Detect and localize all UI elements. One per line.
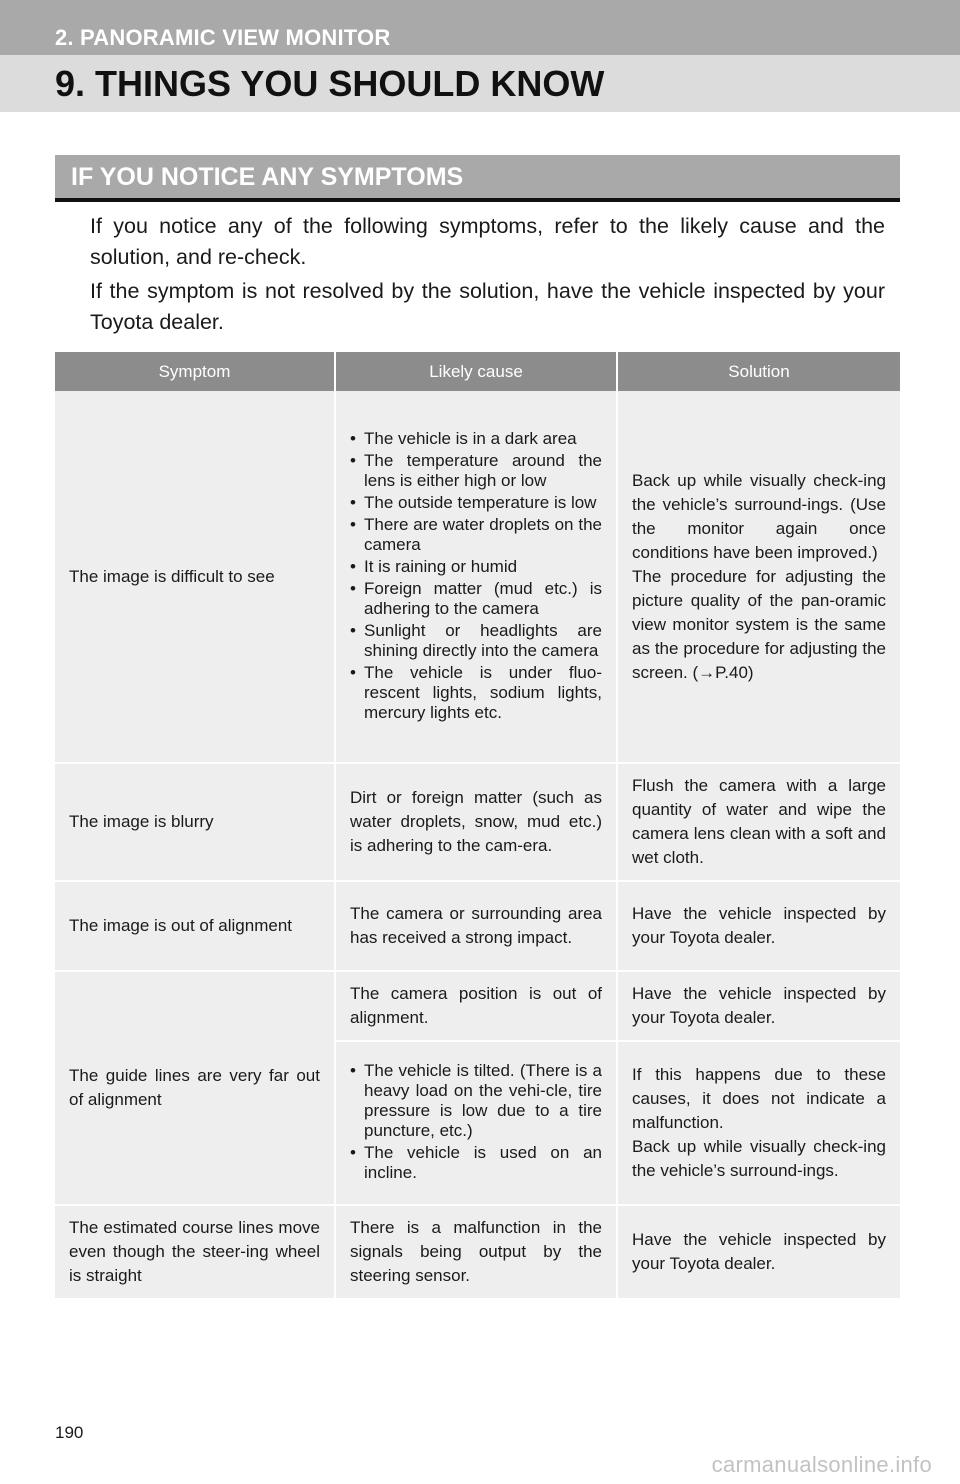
cause-item: • Foreign matter (mud etc.) is adhering to the camera	[350, 579, 602, 619]
cause-item: • The vehicle is in a dark area	[350, 429, 602, 449]
intro-paragraph: If you notice any of the following symptoms, refer to the likely cause and the solution, and re-check.	[90, 214, 885, 269]
solution-cell: Have the vehicle inspected by your Toyota dealer.	[617, 971, 900, 1041]
column-header-likely-cause: Likely cause	[335, 352, 617, 391]
table-header-row	[55, 352, 900, 391]
solution-text: If this happens due to these causes, it does not indicate a malfunction.	[632, 1065, 886, 1132]
chapter-title: 2. PANORAMIC VIEW MONITOR	[55, 25, 391, 50]
solution-cell	[617, 391, 900, 763]
cause-cell	[335, 391, 617, 763]
cause-item: • Sunlight or headlights are shining directly into the camera	[350, 621, 602, 661]
cause-cell: The camera or surrounding area has received a strong impact.	[335, 881, 617, 971]
cause-item: • The outside temperature is low	[350, 493, 602, 513]
chapter-bar	[0, 0, 960, 55]
cause-list	[350, 1061, 602, 1183]
subsection-title: IF YOU NOTICE ANY SYMPTOMS	[71, 163, 464, 191]
cause-cell: There is a malfunction in the signals being output by the steering sensor.	[335, 1205, 617, 1298]
symptom-cell: The image is difficult to see	[55, 391, 335, 763]
solution-text: Back up while visually check-ing the vehicle’s surround-ings.	[632, 1137, 886, 1180]
symptom-cell: The image is out of alignment	[55, 881, 335, 971]
cause-list	[350, 429, 602, 723]
cause-item: • There are water droplets on the camera	[350, 515, 602, 555]
cause-cell: The camera position is out of alignment.	[335, 971, 617, 1041]
cause-cell: Dirt or foreign matter (such as water droplets, snow, mud etc.) is adhering to the cam-era.	[335, 763, 617, 881]
table-row	[55, 763, 900, 881]
page-header	[0, 0, 960, 112]
solution-cell: Have the vehicle inspected by your Toyota dealer.	[617, 1205, 900, 1298]
column-header-solution: Solution	[617, 352, 900, 391]
symptom-cell: The estimated course lines move even though the steer-ing wheel is straight	[55, 1205, 335, 1298]
symptom-cell: The guide lines are very far out of alignment	[55, 971, 335, 1205]
symptom-cell: The image is blurry	[55, 763, 335, 881]
cause-item: • The vehicle is under fluo-rescent lights, sodium lights, mercury lights etc.	[350, 663, 602, 723]
table-row	[55, 971, 900, 1041]
cause-item: • It is raining or humid	[350, 557, 602, 577]
table-row	[55, 881, 900, 971]
table-row	[55, 1205, 900, 1298]
subsection-heading	[55, 155, 900, 202]
solution-cell: Have the vehicle inspected by your Toyota dealer.	[617, 881, 900, 971]
cause-item: • The vehicle is tilted. (There is a heavy load on the vehi-cle, tire pressure is low due to a tire puncture, etc.)	[350, 1061, 602, 1141]
intro-paragraph: If the symptom is not resolved by the solution, have the vehicle inspected by your Toyota dealer.	[90, 279, 885, 334]
cause-item: • The temperature around the lens is either high or low	[350, 451, 602, 491]
solution-cell: Flush the camera with a large quantity of water and wipe the camera lens clean with a soft and wet cloth.	[617, 763, 900, 881]
cause-cell	[335, 1041, 617, 1205]
watermark: carmanualsonline.info	[711, 1452, 932, 1477]
table-row	[55, 391, 900, 763]
section-title: 9. THINGS YOU SHOULD KNOW	[55, 63, 605, 104]
solution-cell	[617, 1041, 900, 1205]
solution-text: The procedure for adjusting the picture quality of the pan-oramic view monitor system is the same as the procedure for adjusting the screen. (→P.40)	[632, 566, 886, 682]
column-header-symptom: Symptom	[55, 352, 335, 391]
solution-text: Back up while visually check-ing the vehicle’s surround-ings. (Use the monitor again once conditions have been improved.)	[632, 470, 886, 562]
cause-item: • The vehicle is used on an incline.	[350, 1143, 602, 1183]
page-number: 190	[55, 1423, 84, 1442]
symptom-table	[55, 352, 900, 1298]
